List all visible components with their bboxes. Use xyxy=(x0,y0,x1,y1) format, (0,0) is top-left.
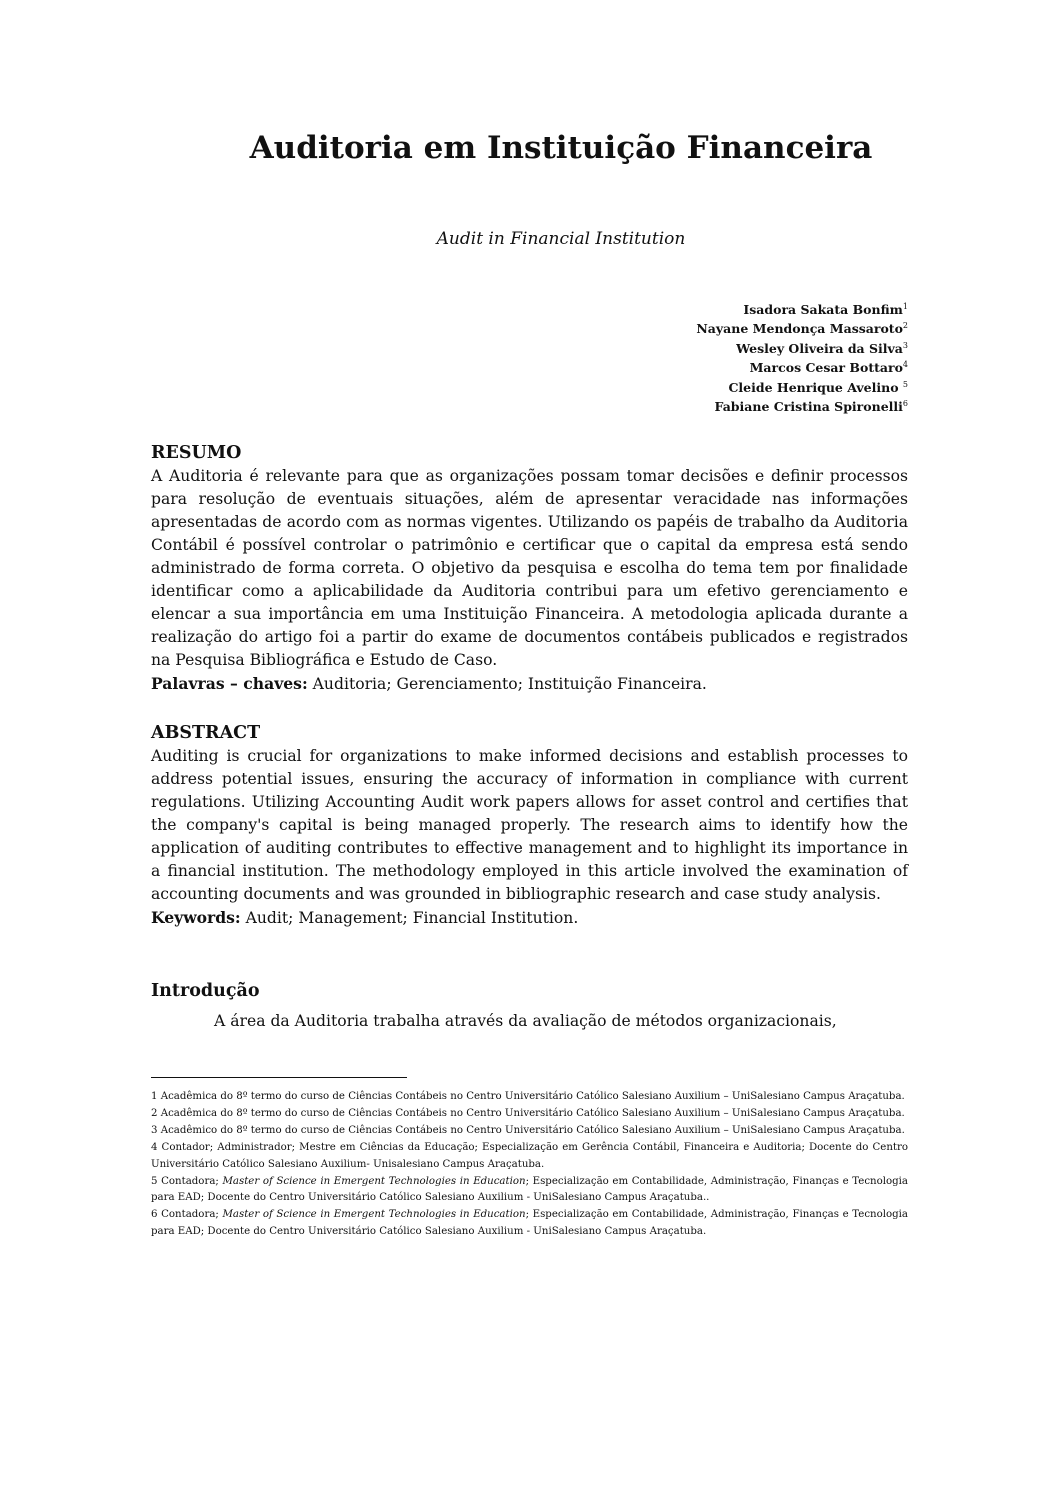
paper-subtitle: Audit in Financial Institution xyxy=(436,229,686,249)
footnote: 3 Acadêmico do 8º termo do curso de Ciências Contábeis no Centro Universitário Católico Salesiano Auxilium – UniSalesiano Campus Araçatuba. xyxy=(151,1124,905,1136)
footnote: 5 Contadora; Master of Science in Emergent Technologies in Education; Especialização em Contabilidade, Administração, Finanças e Tecnologia para EAD; Docente do Centro Universitário Católico Salesiano Auxilium - UniSalesiano Campus Araçatuba.. xyxy=(151,1175,908,1204)
intro-section xyxy=(151,980,908,1033)
footnote-separator xyxy=(151,1077,407,1078)
paper-title: Auditoria em Instituição Financeira xyxy=(249,130,873,166)
author-name: Marcos Cesar Bottaro$^4$ xyxy=(749,360,908,376)
resumo-section xyxy=(151,442,908,696)
intro-heading: Introdução xyxy=(151,981,260,1001)
author-list xyxy=(696,300,908,416)
resumo-keywords xyxy=(151,672,908,696)
abstract-text: Auditing is crucial for organizations to make informed decisions and establish processes to address potential issues, ensuring the accuracy of information in compliance with current regulations. Utilizing Accounting Audit work papers allows for asset control and certifies that the company's capital is being managed properly. The research aims to identify how the application of auditing contributes to effective management and to highlight its importance in a financial institution. The methodology employed in this article involved the examination of accounting documents and was grounded in bibliographic research and case study analysis. xyxy=(151,747,908,903)
keywords-value: Auditoria; Gerenciamento; Instituição Financeira. xyxy=(307,675,707,693)
keywords-label: Palavras – chaves: xyxy=(151,674,308,693)
intro-text: A área da Auditoria trabalha através da avaliação de métodos organizacionais, xyxy=(214,1012,837,1030)
footnote: 1 Acadêmica do 8º termo do curso de Ciências Contábeis no Centro Universitário Católico Salesiano Auxilium – UniSalesiano Campus Araçatuba. xyxy=(151,1091,905,1102)
keywords-label: Keywords: xyxy=(151,908,241,927)
abstract-keywords xyxy=(151,906,908,930)
resumo-heading: RESUMO xyxy=(151,443,242,463)
abstract-heading: ABSTRACT xyxy=(151,723,261,743)
author-name: Cleide Henrique Avelino $^5$ xyxy=(728,379,908,395)
resumo-text: A Auditoria é relevante para que as organizações possam tomar decisões e definir processos para resolução de eventuais situações, além de apresentar veracidade nas informações apresentadas de acordo com as normas vigentes. Utilizando os papéis de trabalho da Auditoria Contábil é possível controlar o patrimônio e certificar que o capital da empresa está sendo administrado de forma correta. O objetivo da pesquisa e escolha do tema tem por finalidade identificar como a aplicabilidade da Auditoria contribui para um efetivo gerenciamento e elencar a sua importância em uma Instituição Financeira. A metodologia aplicada durante a realização do artigo foi a partir do exame de documentos contábeis publicados e registrados na Pesquisa Bibliográfica e Estudo de Caso. xyxy=(151,467,908,669)
footnote: 6 Contadora; Master of Science in Emergent Technologies in Education; Especialização em Contabilidade, Administração, Finanças e Tecnologia para EAD; Docente do Centro Universitário Católico Salesiano Auxilium - UniSalesiano Campus Araçatuba. xyxy=(151,1209,908,1238)
author-name: Nayane Mendonça Massaroto$^2$ xyxy=(696,321,908,337)
author-name: Fabiane Cristina Spironelli$^6$ xyxy=(714,398,908,415)
footnote: 2 Acadêmica do 8º termo do curso de Ciências Contábeis no Centro Universitário Católico Salesiano Auxilium – UniSalesiano Campus Araçatuba. xyxy=(151,1107,905,1119)
footnote: 4 Contador; Administrador; Mestre em Ciências da Educação; Especialização em Gerência Contábil, Financeira e Auditoria; Docente do Centro Universitário Católico Salesiano Auxilium- Unisalesiano Campus Araçatuba. xyxy=(151,1141,908,1170)
keywords-value: Audit; Management; Financial Institution. xyxy=(240,909,579,927)
author-name: Wesley Oliveira da Silva$^3$ xyxy=(736,340,908,356)
abstract-section xyxy=(151,722,908,930)
footnotes xyxy=(151,1089,908,1241)
author-name: Isadora Sakata Bonfim$^1$ xyxy=(743,301,908,317)
